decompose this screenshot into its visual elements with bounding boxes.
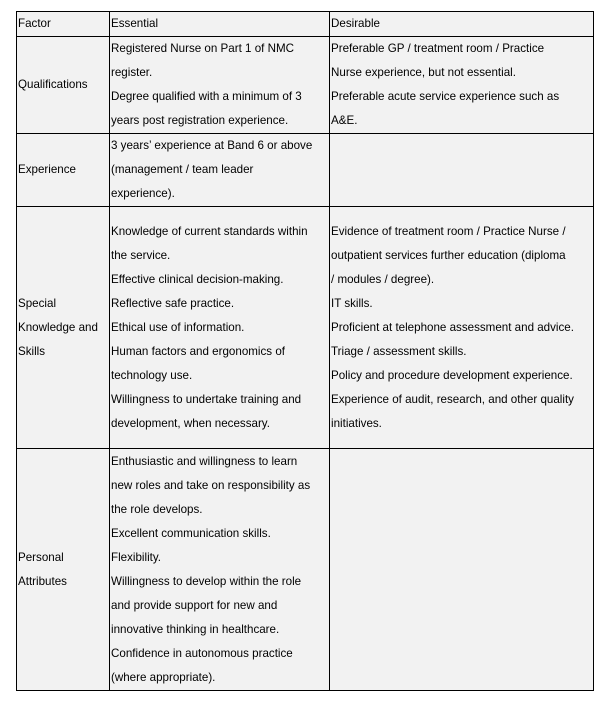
cell-line: Human factors and ergonomics of [111,344,285,358]
cell-line: Nurse experience, but not essential. [331,66,516,79]
cell-line: Enthusiastic and willingness to learn [111,454,298,468]
cell-line: and provide support for new and [111,598,278,612]
cell-line: Skills [18,344,46,358]
table-row-special-knowledge [17,207,594,449]
header-desirable: Desirable [330,12,594,37]
cell-line: years post registration experience. [111,114,289,127]
table-row-qualifications [17,37,594,134]
cell-line: Reflective safe practice. [111,296,235,310]
cell-line: development, when necessary. [111,416,270,430]
cell-line: Willingness to undertake training and [111,392,302,406]
cell-line: innovative thinking in healthcare. [111,622,280,636]
cell-line: experience). [111,187,175,200]
cell-line: Willingness to develop within the role [111,574,302,588]
factor-cell [17,37,110,134]
essential-cell [110,37,330,134]
cell-line: initiatives. [331,416,382,430]
cell-line: Attributes [18,574,67,588]
cell-line: Experience of audit, research, and other quality [331,392,574,406]
cell-line: outpatient services further education (diploma [331,248,566,262]
cell-line: Triage / assessment skills. [331,344,467,358]
cell-line: IT skills. [331,296,373,310]
cell-line: Evidence of treatment room / Practice Nurse / [331,224,566,238]
header-essential: Essential [110,12,330,37]
cell-line: Confidence in autonomous practice [111,646,293,660]
cell-line: Degree qualified with a minimum of 3 [111,90,302,103]
cell-line: Qualifications [18,78,88,91]
cell-line: Registered Nurse on Part 1 of NMC [111,42,294,55]
cell-line: Preferable GP / treatment room / Practice [331,42,545,55]
cell-line: Special [18,296,57,310]
cell-line: Proficient at telephone assessment and advice. [331,320,574,334]
cell-line: (where appropriate). [111,670,216,684]
cell-line: the role develops. [111,502,203,516]
cell-line: Knowledge of current standards within [111,224,308,238]
cell-line: Experience [18,163,77,176]
cell-line: register. [111,66,153,79]
cell-line: Personal [18,550,64,564]
table-row-experience [17,134,594,207]
essential-cell [110,207,330,449]
cell-line: new roles and take on responsibility as [111,478,311,492]
table-header-row [17,12,594,37]
cell-line: Policy and procedure development experience. [331,368,573,382]
cell-line: Effective clinical decision-making. [111,272,284,286]
cell-line: 3 years’ experience at Band 6 or above [111,139,313,152]
cell-line: (management / team leader [111,163,254,176]
desirable-cell [330,449,594,691]
essential-cell [110,449,330,691]
cell-line: the service. [111,248,171,262]
factor-cell [17,449,110,691]
desirable-cell [330,134,594,207]
header-factor: Factor [17,12,110,37]
essential-cell [110,134,330,207]
cell-line: Ethical use of information. [111,320,245,334]
factor-cell [17,134,110,207]
desirable-cell [330,37,594,134]
table-row-personal-attributes [17,449,594,691]
cell-line: Flexibility. [111,550,162,564]
factor-cell [17,207,110,449]
person-specification-table [16,11,594,691]
cell-line: A&E. [331,114,358,127]
desirable-cell [330,207,594,449]
cell-line: Knowledge and [18,320,98,334]
cell-line: Preferable acute service experience such as [331,90,560,103]
cell-line: technology use. [111,368,193,382]
cell-line: Excellent communication skills. [111,526,271,540]
cell-line: / modules / degree). [331,272,435,286]
